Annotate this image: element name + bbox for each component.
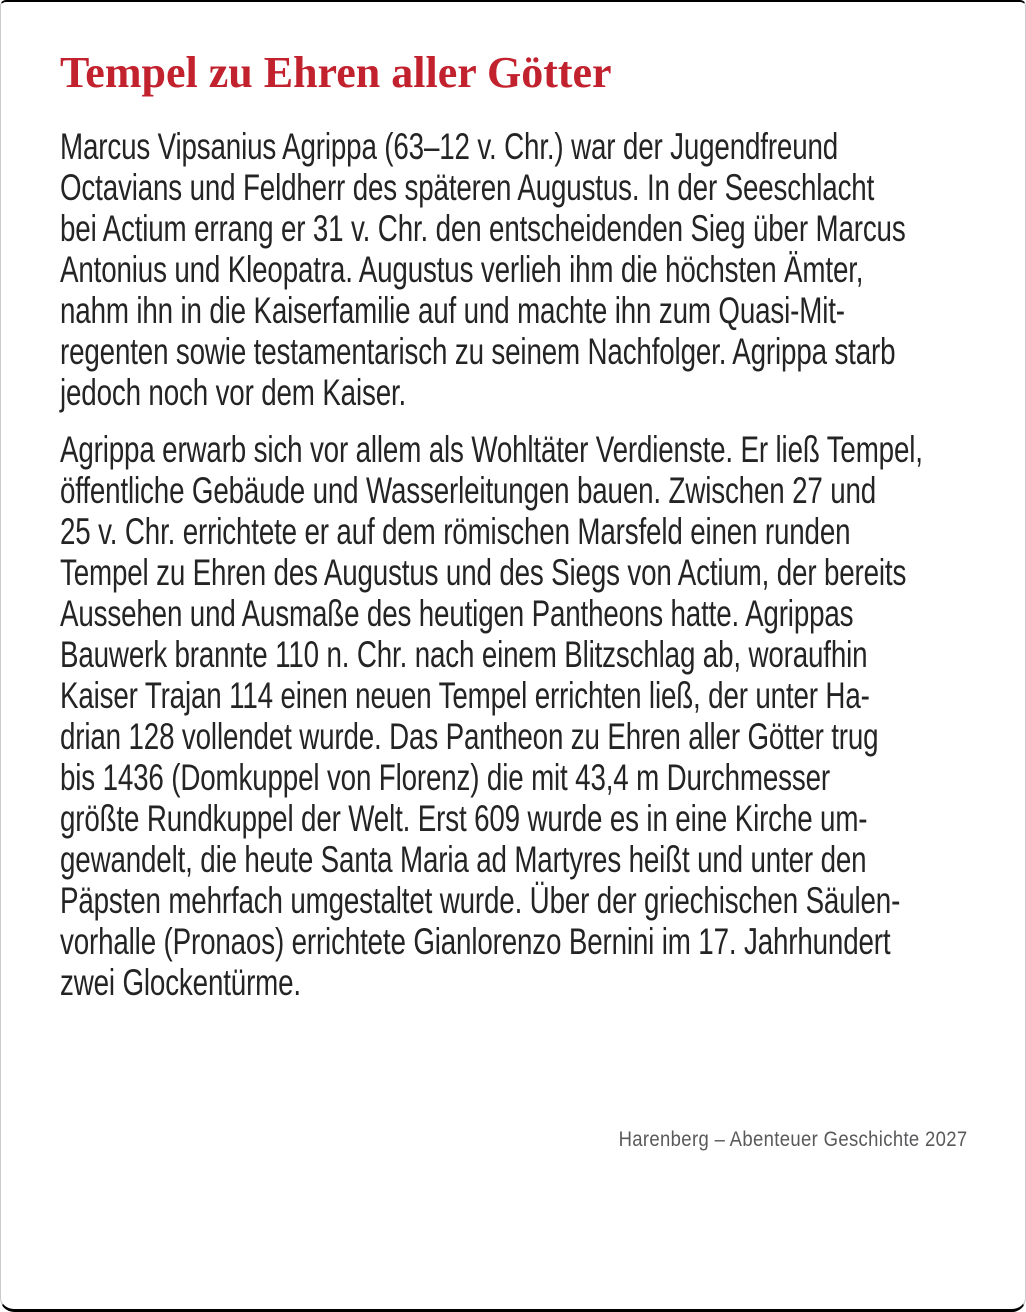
text-line: drian 128 vollendet wurde. Das Pantheon zu Ehren aller Götter trug bbox=[60, 716, 879, 757]
text-line: regenten sowie testamentarisch zu seinem Nachfolger. Agrippa starb bbox=[60, 331, 896, 372]
text-line: bei Actium errang er 31 v. Chr. den entscheidenden Sieg über Marcus bbox=[60, 208, 906, 249]
text-line: gewandelt, die heute Santa Maria ad Martyres heißt und unter den bbox=[60, 839, 867, 880]
text-line: Agrippa erwarb sich vor allem als Wohltäter Verdienste. Er ließ Tempel, bbox=[60, 429, 923, 470]
text-line: nahm ihn in die Kaiserfamilie auf und machte ihn zum Quasi-Mit- bbox=[60, 290, 845, 331]
text-line: vorhalle (Pronaos) errichtete Gianlorenzo Bernini im 17. Jahrhundert bbox=[60, 921, 891, 962]
text-line: Octavians und Feldherr des späteren Augustus. In der Seeschlacht bbox=[60, 167, 875, 208]
text-line: 25 v. Chr. errichtete er auf dem römischen Marsfeld einen runden bbox=[60, 511, 851, 552]
text-line: Kaiser Trajan 114 einen neuen Tempel errichten ließ, der unter Ha- bbox=[60, 675, 870, 716]
paragraph-agrippa-bio bbox=[60, 126, 960, 413]
text-line: zwei Glockentürme. bbox=[60, 962, 301, 1003]
text-line: Antonius und Kleopatra. Augustus verlieh ihm die höchsten Ämter, bbox=[60, 249, 864, 290]
text-line: größte Rundkuppel der Welt. Erst 609 wurde es in eine Kirche um- bbox=[60, 798, 868, 839]
article-body bbox=[60, 126, 960, 1003]
text-line: Päpsten mehrfach umgestaltet wurde. Über der griechischen Säulen- bbox=[60, 880, 901, 921]
text-line: Tempel zu Ehren des Augustus und des Siegs von Actium, der bereits bbox=[60, 552, 907, 593]
paragraph-pantheon-history bbox=[60, 429, 960, 1003]
credit-line: Harenberg – Abenteuer Geschichte 2027 bbox=[619, 1128, 968, 1151]
text-line: öffentliche Gebäude und Wasserleitungen bauen. Zwischen 27 und bbox=[60, 470, 877, 511]
text-line: Bauwerk brannte 110 n. Chr. nach einem Blitzschlag ab, woraufhin bbox=[60, 634, 868, 675]
text-line: Aussehen und Ausmaße des heutigen Pantheons hatte. Agrippas bbox=[60, 593, 854, 634]
text-line: Marcus Vipsanius Agrippa (63–12 v. Chr.) war der Jugendfreund bbox=[60, 126, 839, 167]
text-line: bis 1436 (Domkuppel von Florenz) die mit 43,4 m Durchmesser bbox=[60, 757, 831, 798]
page-title: Tempel zu Ehren aller Götter bbox=[60, 48, 612, 97]
text-line: jedoch noch vor dem Kaiser. bbox=[60, 372, 407, 413]
